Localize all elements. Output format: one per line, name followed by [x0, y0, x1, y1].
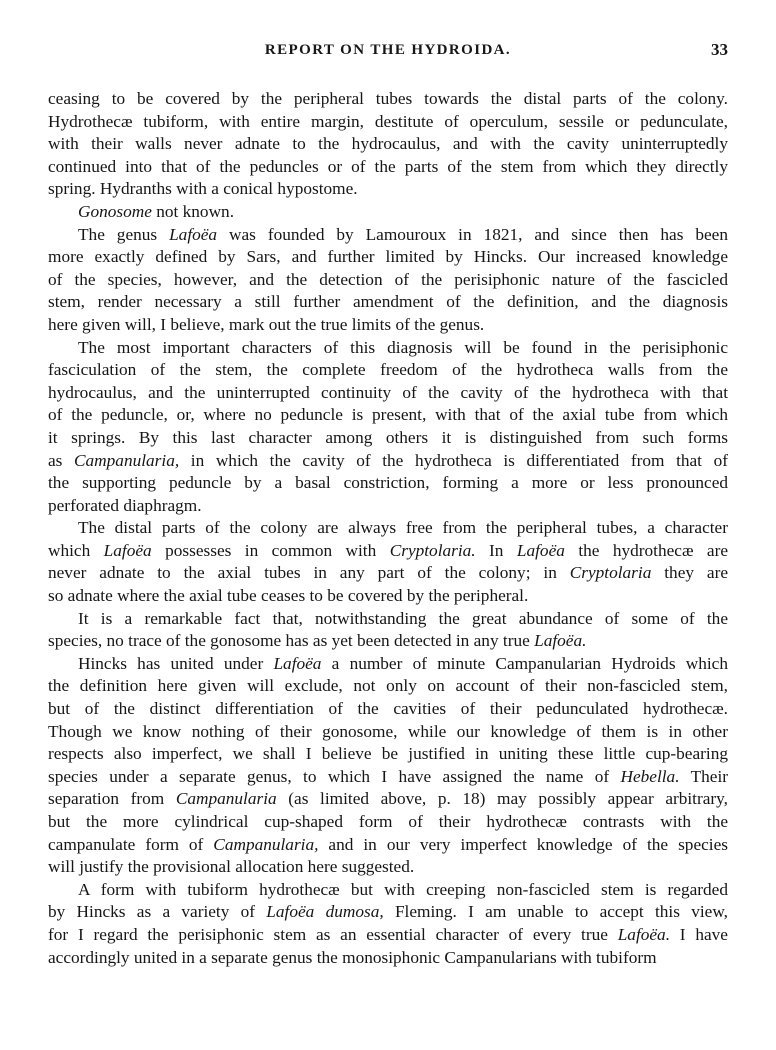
- text-line: [48, 811, 728, 834]
- text-run: species under a separate genus, to which I have assigned the name of: [48, 766, 621, 786]
- italic-term: Lafoëa: [169, 224, 218, 244]
- text-run: The genus: [78, 224, 170, 244]
- text-line: [48, 224, 728, 247]
- text-line: [48, 743, 728, 766]
- text-run: A form with tubiform hydrothecæ but with creeping non-fascicled stem is regarded: [78, 879, 728, 899]
- text-run: Their: [679, 766, 728, 786]
- text-run: of the peduncle, or, where no peduncle is present, with that of the axial tube from which: [48, 405, 728, 425]
- text-line: [48, 156, 728, 179]
- text-line: [48, 653, 728, 676]
- text-run: spring. Hydranths with a conical hypostome.: [48, 179, 358, 199]
- paragraph: [48, 879, 728, 969]
- text-run: (as limited above, p. 18) may possibly appear arbitrary,: [276, 789, 729, 809]
- text-run: In: [475, 540, 517, 560]
- italic-term: Lafoëa dumosa,: [266, 902, 384, 922]
- text-run: possesses in common with: [151, 540, 390, 560]
- page-number: 33: [711, 40, 728, 59]
- text-run: as: [48, 450, 75, 470]
- text-run: It is a remarkable fact that, notwithstanding the great abundance of some of the: [78, 608, 728, 628]
- text-line: [48, 924, 728, 947]
- text-run: Hydrothecæ tubiform, with entire margin, destitute of operculum, sessile or pedunculate,: [48, 111, 728, 131]
- text-line: [48, 88, 728, 111]
- text-run: and in our very imperfect knowledge of the species: [318, 834, 728, 854]
- text-run: never adnate to the axial tubes in any part of the colony; in: [48, 563, 570, 583]
- text-run: it springs. By this last character among others it is distinguished from such forms: [48, 427, 728, 447]
- italic-term: Lafoëa.: [617, 924, 671, 944]
- text-run: Though we know nothing of their gonosome, while our knowledge of them is in other: [48, 721, 728, 741]
- text-line: [48, 337, 728, 360]
- text-line: [48, 675, 728, 698]
- text-run: in which the cavity of the hydrotheca is differentiated from that of: [179, 450, 728, 470]
- text-line: [48, 788, 728, 811]
- text-run: continued into that of the peduncles or of the parts of the stem from which they directly: [48, 156, 728, 176]
- text-run: more exactly defined by Sars, and further limited by Hincks. Our increased knowledge: [48, 247, 728, 267]
- text-line: [48, 540, 728, 563]
- text-run: The most important characters of this diagnosis will be found in the perisiphonic: [78, 337, 728, 357]
- paragraph: [48, 224, 728, 337]
- paragraph: [48, 88, 728, 201]
- text-line: [48, 495, 728, 518]
- text-run: I have: [670, 924, 728, 944]
- italic-term: Lafoëa: [273, 653, 322, 673]
- text-line: [48, 517, 728, 540]
- text-line: [48, 608, 728, 631]
- text-run: here given will, I believe, mark out the true limits of the genus.: [48, 314, 485, 334]
- paragraph: [48, 608, 728, 653]
- text-run: by Hincks as a variety of: [48, 902, 267, 922]
- italic-term: Cryptolaria: [569, 563, 652, 583]
- text-line: [48, 901, 728, 924]
- text-run: ceasing to be covered by the peripheral tubes towards the distal parts of the colony.: [48, 89, 728, 108]
- text-line: [48, 133, 728, 156]
- paragraph: [48, 517, 728, 607]
- text-run: the definition here given will exclude, not only on account of their non-fascicled stem,: [48, 676, 728, 696]
- text-line: [48, 698, 728, 721]
- text-run: fasciculation of the stem, the complete freedom of the hydrotheca walls from the: [48, 360, 728, 380]
- text-run: separation from: [48, 789, 176, 809]
- text-run: will justify the provisional allocation here suggested.: [48, 857, 415, 877]
- text-line: [48, 630, 728, 653]
- italic-term: Cryptolaria.: [389, 540, 476, 560]
- text-run: Hincks has united under: [78, 653, 274, 673]
- text-line: [48, 314, 728, 337]
- italic-term: Lafoëa.: [534, 631, 587, 651]
- text-line: [48, 382, 728, 405]
- paragraph: [48, 337, 728, 518]
- text-run: with their walls never adnate to the hydrocaulus, and with the cavity uninterruptedly: [48, 134, 728, 154]
- text-run: they are: [651, 563, 728, 583]
- body-text: [48, 88, 728, 969]
- text-run: a number of minute Campanularian Hydroids which: [321, 653, 728, 673]
- page-header: [48, 40, 728, 64]
- paragraph: [48, 653, 728, 879]
- text-line: [48, 472, 728, 495]
- text-run: but of the distinct differentiation of the cavities of their pedunculated hydrothecæ.: [48, 699, 728, 719]
- text-run: perforated diaphragm.: [48, 495, 202, 515]
- italic-term: Gonosome: [78, 201, 152, 221]
- text-line: [48, 879, 728, 902]
- text-run: Fleming. I am unable to accept this view,: [383, 902, 728, 922]
- text-line: [48, 450, 728, 473]
- text-run: not known.: [151, 201, 235, 221]
- text-line: [48, 201, 728, 224]
- italic-term: Campanularia,: [74, 450, 180, 470]
- text-run: hydrocaulus, and the uninterrupted continuity of the cavity of the hydrotheca with that: [48, 382, 728, 402]
- running-title: REPORT ON THE HYDROIDA.: [264, 42, 512, 58]
- text-run: stem, render necessary a still further amendment of the definition, and the diagnosis: [48, 292, 728, 312]
- italic-term: Campanularia,: [213, 834, 319, 854]
- text-line: [48, 856, 728, 879]
- text-run: campanulate form of: [48, 834, 214, 854]
- italic-term: Campanularia: [175, 789, 277, 809]
- text-run: so adnate where the axial tube ceases to be covered by the peripheral.: [48, 586, 529, 606]
- text-run: which: [48, 540, 104, 560]
- italic-term: Lafoëa: [516, 540, 565, 560]
- text-line: [48, 947, 728, 970]
- text-run: the supporting peduncle by a basal constriction, forming a more or less pronounced: [48, 473, 728, 493]
- text-run: The distal parts of the colony are always free from the peripheral tubes, a character: [78, 518, 728, 538]
- text-line: [48, 178, 728, 201]
- text-line: [48, 427, 728, 450]
- text-run: but the more cylindrical cup-shaped form of their hydrothecæ contrasts with the: [48, 812, 728, 831]
- text-line: [48, 585, 728, 608]
- text-line: [48, 269, 728, 292]
- text-line: [48, 291, 728, 314]
- text-run: the hydrothecæ are: [564, 540, 728, 560]
- text-line: [48, 111, 728, 134]
- text-line: [48, 721, 728, 744]
- text-run: accordingly united in a separate genus the monosiphonic Campanularians with tubiform: [48, 947, 657, 967]
- text-line: [48, 246, 728, 269]
- text-run: of the species, however, and the detection of the perisiphonic nature of the fascicled: [48, 269, 728, 289]
- text-line: [48, 359, 728, 382]
- text-line: [48, 562, 728, 585]
- text-run: for I regard the perisiphonic stem as an essential character of every true: [48, 924, 618, 944]
- text-line: [48, 766, 728, 789]
- text-run: was founded by Lamouroux in 1821, and since then has been: [217, 224, 728, 244]
- text-run: species, no trace of the gonosome has as yet been detected in any true: [48, 631, 535, 651]
- text-line: [48, 834, 728, 857]
- italic-term: Lafoëa: [103, 540, 152, 560]
- italic-term: Hebella.: [620, 766, 680, 786]
- text-line: [48, 404, 728, 427]
- paragraph: [48, 201, 728, 224]
- text-run: respects also imperfect, we shall I believe be justified in uniting these little cup-bearing: [48, 744, 728, 764]
